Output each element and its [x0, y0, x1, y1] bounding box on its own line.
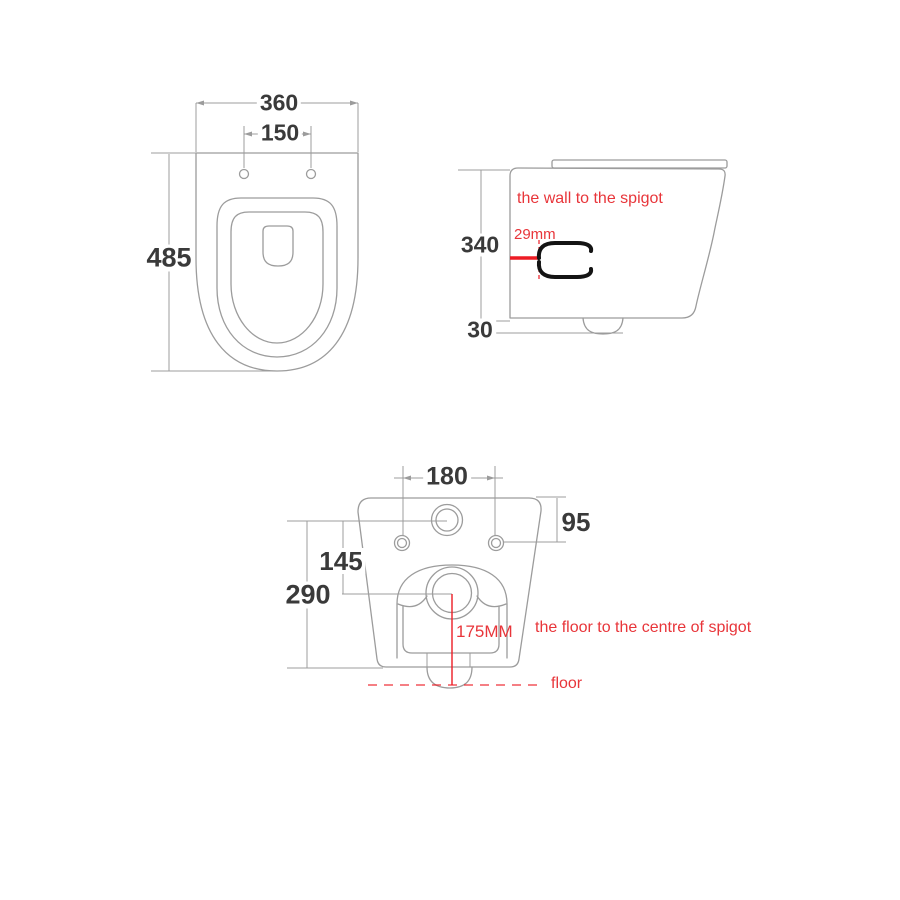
back-view-fixing-hole-left-inner	[398, 539, 407, 548]
top-view-seat-inner	[231, 212, 323, 343]
spigot-housing-wing-left	[398, 596, 427, 607]
side-view-height-label: 340	[458, 234, 502, 257]
spigot-pipe-top	[539, 243, 591, 258]
top-view-flush-opening	[263, 226, 293, 266]
back-view-hole-spacing-label: 180	[423, 465, 471, 490]
spigot-housing-wing-right	[477, 596, 506, 607]
back-view-fixing-hole-left	[395, 536, 410, 551]
side-view-base-offset-label: 30	[464, 319, 496, 342]
back-view-inlet-inner	[436, 509, 458, 531]
spigot-pipe-bottom	[539, 262, 591, 277]
top-view-depth-label: 485	[143, 245, 194, 272]
back-view-fixing-hole-right	[489, 536, 504, 551]
back-view-fixing-hole-right-inner	[492, 539, 501, 548]
spigot-height-label: 175MM	[456, 622, 513, 641]
top-view-hole-right	[307, 170, 316, 179]
back-view-top-offset-label: 95	[559, 509, 594, 535]
back-view-hole-to-spigot-label: 145	[316, 548, 365, 574]
top-view-hole-spacing-label: 150	[258, 122, 302, 145]
top-view	[151, 101, 358, 372]
top-view-outline	[196, 153, 358, 371]
top-view-seat-outer	[217, 198, 337, 357]
wall-to-spigot-note: the wall to the spigot	[517, 190, 663, 207]
spigot-offset-label: 29mm	[514, 226, 556, 243]
side-view-outlet	[583, 318, 623, 334]
side-view-lid	[552, 160, 727, 168]
floor-to-spigot-note: the floor to the centre of spigot	[535, 619, 752, 636]
top-view-width-label: 360	[257, 92, 301, 115]
back-view-top-offset-dimension	[504, 497, 566, 542]
back-view	[287, 466, 566, 688]
floor-label: floor	[551, 675, 583, 692]
top-view-hole-left	[240, 170, 249, 179]
back-view-ref-height-label: 290	[282, 582, 333, 609]
back-view-outline	[358, 498, 541, 667]
